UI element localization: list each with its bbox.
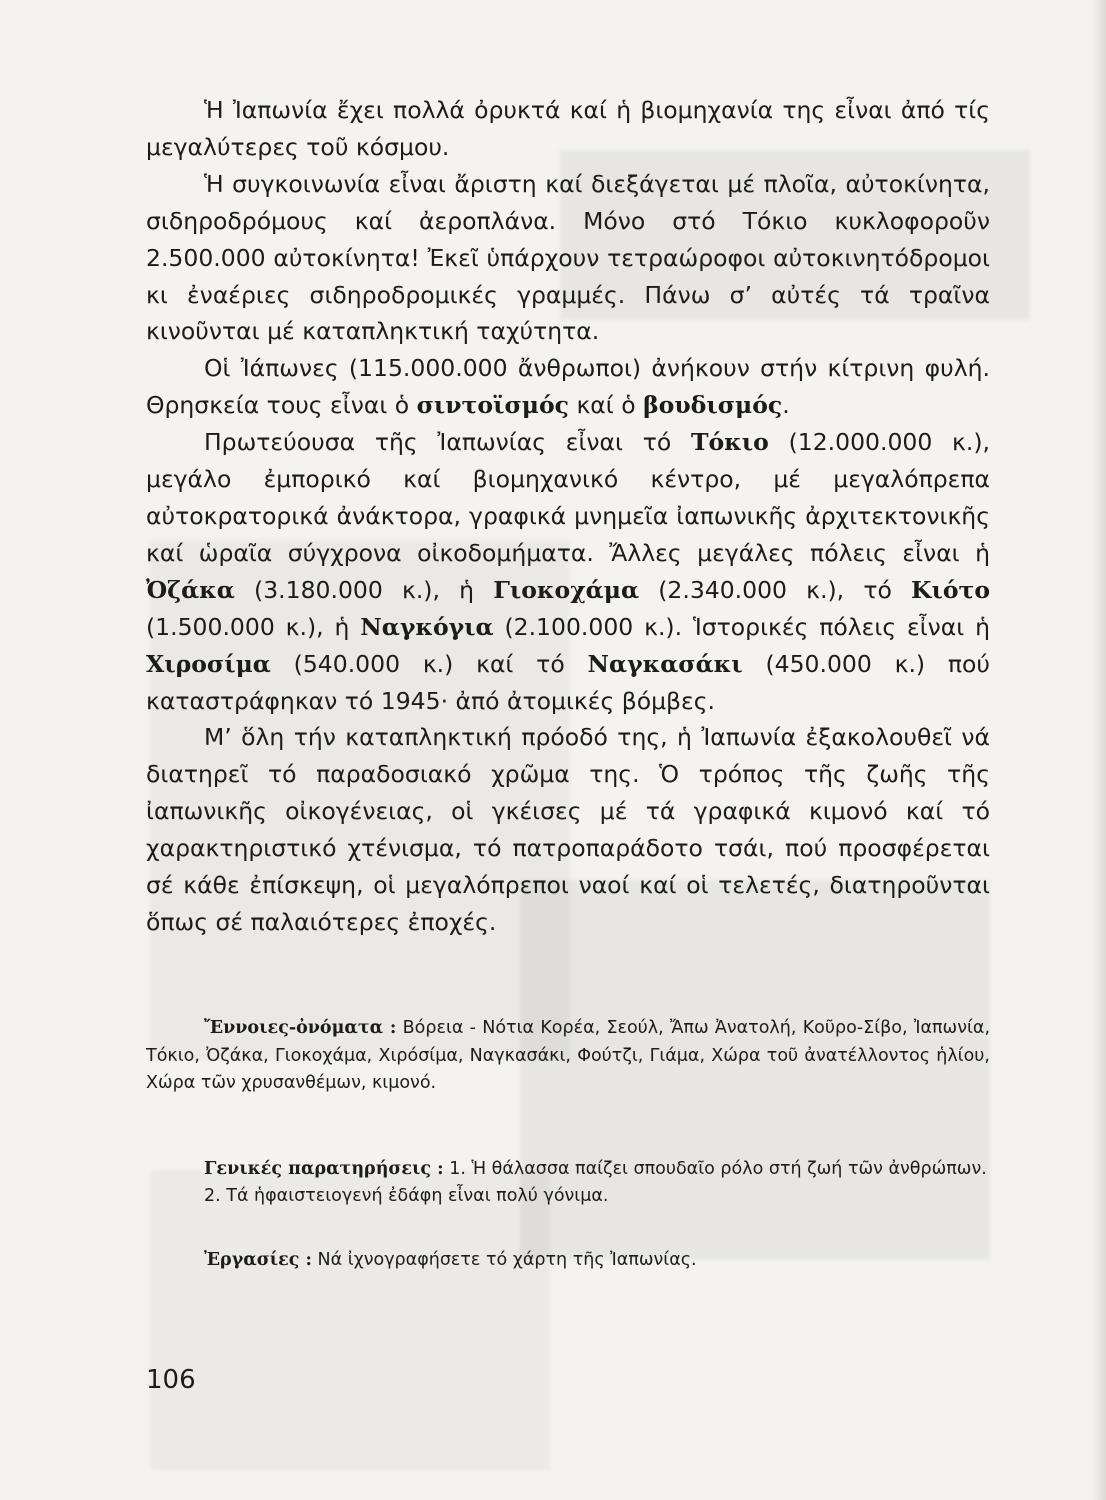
- bold-term: Ναγκασάκι: [587, 649, 743, 678]
- bold-term: Κιότο: [911, 575, 990, 604]
- text-run: Ἡ Ἰαπωνία ἔχει πολλά ὀρυκτά καί ἡ βιομηχανία της εἶναι ἀπό τίς μεγαλύτερες τοῦ κόσμου.: [146, 96, 990, 161]
- text-run: (540.000 κ.) καί τό: [270, 649, 588, 678]
- text-run: (3.180.000 κ.), ἡ: [234, 575, 494, 604]
- general-item-1: 1. Ἡ θάλασσα παίζει σπουδαῖο ρόλο στή ζωή τῶν ἀνθρώπων.: [443, 1158, 987, 1179]
- bold-term: Ναγκόγια: [360, 612, 494, 641]
- text-run: (450.000 κ.) πού καταστράφηκαν τό 1945· ἀπό ἀτομικές βόμβες.: [146, 649, 990, 715]
- text-run: Ἡ συγκοινωνία εἶναι ἄριστη καί διεξάγεται μέ πλοῖα, αὐτοκίνητα, σιδηροδρόμους καί ἀεροπλάνα. Μόνο στό Τόκιο κυκλοφοροῦν 2.500.000 αὐτοκίνητα! Ἐκεῖ ὑπάρχουν τετραώροφοι αὐτοκινητόδρομοι κι ἐναέριες σιδηροδρομικές γραμμές. Πάνω σ’ αὐτές τά τραῖνα κινοῦνται μέ καταπληκτική ταχύτητα.: [146, 169, 990, 346]
- page-number: 106: [146, 1365, 196, 1395]
- text-run: Οἱ Ἰάπωνες (115.000.000 ἄνθρωποι) ἀνήκουν στήν κίτρινη φυλή. Θρησκεία τους εἶναι ὁ: [146, 354, 990, 420]
- text-run: (1.500.000 κ.), ἡ: [146, 612, 361, 641]
- bold-term: βουδισμός: [643, 391, 783, 420]
- general-item-2: 2. Τά ἡφαιστειογενή ἐδάφη εἶναι πολύ γόνιμα.: [204, 1186, 609, 1206]
- bold-term: Γιοκοχάμα: [493, 575, 640, 604]
- tasks-note: [146, 1247, 990, 1275]
- paragraph: [146, 166, 990, 351]
- bold-term: σιντοϊσμός: [416, 391, 569, 420]
- tasks-text: Νά ἰχνογραφήσετε τό χάρτη τῆς Ἰαπωνίας.: [311, 1249, 697, 1270]
- concepts-note: [146, 1015, 990, 1098]
- text-run: (2.100.000 κ.). Ἱστορικές πόλεις εἶναι ἡ: [493, 612, 990, 641]
- general-label: Γενικές παρατηρήσεις :: [204, 1158, 444, 1179]
- text-run: Πρωτεύουσα τῆς Ἰαπωνίας εἶναι τό: [204, 428, 691, 457]
- text-run: .: [782, 391, 790, 420]
- concepts-text: Βόρεια - Νότια Κορέα, Σεούλ, Ἄπω Ἀνατολή, Κοῦρο-Σίβο, Ἰαπωνία, Τόκιο, Ὀζάκα, Γιοκοχάμα, Χιρόσίμα, Ναγκασάκι, Φούτζι, Γιάμα, Χώρα τοῦ ἀνατέλλοντος ἡλίου, Χώρα τῶν χρυσανθέμων, κιμονό.: [146, 1018, 991, 1093]
- bold-term: Ὀζάκα: [146, 575, 235, 604]
- paragraph: [146, 719, 990, 940]
- paragraph: [146, 424, 990, 719]
- general-note: [146, 1156, 990, 1184]
- page-edge-shadow: [1092, 0, 1106, 1500]
- bold-term: Τόκιο: [691, 428, 769, 457]
- text-run: (12.000.000 κ.), μεγάλο ἐμπορικό καί βιομηχανικό κέντρο, μέ μεγαλόπρεπα αὐτοκρατορικά ἀνάκτορα, γραφικά μνημεῖα ἰαπωνικῆς ἀρχιτεκτονικῆς καί ὡραῖα σύγχρονα οἰκοδομήματα. Ἄλλες μεγάλες πόλεις εἶναι ἡ: [146, 428, 990, 567]
- text-run: καί ὁ: [568, 391, 644, 420]
- text-run: Μ’ ὅλη τήν καταπληκτική πρόοδό της, ἡ Ἰαπωνία ἐξακολουθεῖ νά διατηρεῖ τό παραδοσιακό χρῶμα της. Ὁ τρόπος τῆς ζωῆς τῆς ἰαπωνικῆς οἰκογένειας, οἱ γκέισες μέ τά γραφικά κιμονό καί τό χαρακτηριστικό χτένισμα, τό πατροπαράδοτο τσάι, πού προσφέρεται σέ κάθε ἐπίσκεψη, οἱ μεγαλόπρεποι ναοί καί οἱ τελετές, διατηροῦνται ὅπως σέ παλαιότερες ἐποχές.: [146, 723, 990, 936]
- paragraph: [146, 350, 990, 424]
- bold-term: Χιροσίμα: [146, 649, 271, 678]
- text-run: (2.340.000 κ.), τό: [639, 575, 912, 604]
- paragraph: [146, 92, 990, 166]
- notes-section: [146, 1015, 990, 1274]
- tasks-label: Ἐργασίες :: [204, 1249, 312, 1270]
- main-text: [146, 92, 990, 941]
- concepts-label: Ἔννοιες-ὀνόματα :: [204, 1018, 397, 1038]
